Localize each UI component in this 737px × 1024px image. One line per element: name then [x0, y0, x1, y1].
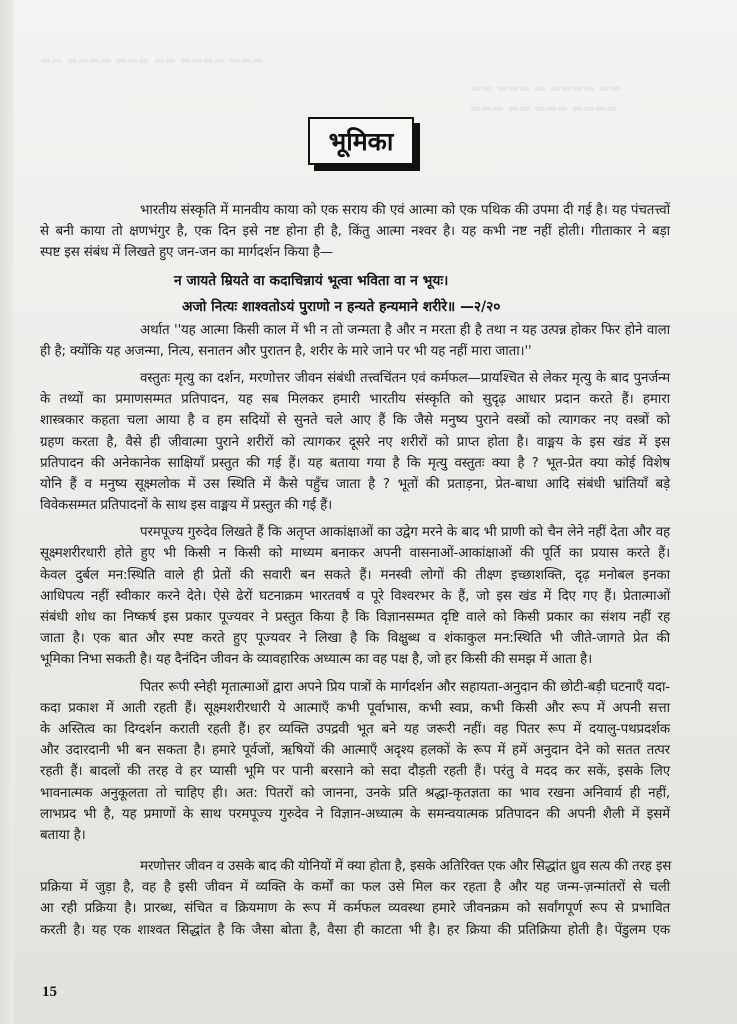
show-through-text: ▬▬▬ ▬▬ ▬▬▬ ▬▬▬▬ — [470, 101, 618, 115]
paragraph — [40, 200, 670, 264]
verse-block — [84, 268, 670, 320]
text-line: मरणोत्तर जीवन व उसके बाद की योनियों में क्या होता है, इसके अतिरिक्त एक और सिद्धांत ध्रुव सत्य की तरह इस — [140, 859, 672, 875]
page-binding-edge — [0, 0, 14, 1024]
text-line: ही है; क्योंकि यह अजन्मा, नित्य, सनातन और पुरातन है, शरीर के मारे जाने पर भी यह नहीं मारा जाता।'' — [40, 343, 532, 359]
text-line: परमपूज्य गुरुदेव लिखते हैं कि अतृप्त आकांक्षाओं का उद्वेग मरने के बाद भी प्राणी को चैन लेने नहीं देता और वह — [140, 525, 670, 541]
text-line: लाभप्रद भी है, यह प्रमाणों के साथ परमपूज्य गुरुदेव ने विज्ञान-अध्यात्म के समन्वयात्मक प्रतिपादन की अपनी शैली में इसमें — [40, 806, 670, 822]
heading-frame — [308, 117, 414, 165]
text-line: वस्तुतः मृत्यु का दर्शन, मरणोत्तर जीवन संबंधी तत्त्वचिंतन एवं कर्मफल—प्रायश्चित से लेकर मृत्यु के बाद पुनर्जन्म — [140, 370, 670, 386]
text-line: करती है। यह एक शाश्वत सिद्धांत है कि जैसा बोता है, वैसा ही काटता भी है। हर क्रिया की प्रतिक्रिया होती है। पेंडुलम एक — [40, 922, 670, 938]
text-line: आ रही प्रक्रिया है। प्रारब्ध, संचित व क्रियमाण के रूप में कर्मफल व्यवस्था हमारे जीवनक्रम को सर्वांगपूर्ण रूप से प्रभावित — [40, 901, 670, 917]
text-line: शास्त्रकार कहता चला आया है व हम सदियों से सुनते चले आए हैं कि जैसे मनुष्य पुराने वस्त्रों को त्यागकर नए वस्त्रों को — [40, 413, 670, 429]
text-line: योनि हैं व मनुष्य सूक्ष्मलोक में उस स्थिति में कैसे पहुँच जाता है ? भूतों की प्रताड़ना, प्रेत-बाधा आदि संबंधी भ्रांतियाँ बड़े — [40, 476, 670, 492]
body-text — [40, 200, 672, 941]
text-line: भूमिका निभा सकती है। यह दैनंदिन जीवन के व्यावहारिक अध्यात्म का वह पक्ष है, जो हर किसी की समझ में आता है। — [40, 652, 593, 668]
text-line: जाता है। एक बात और स्पष्ट करते हुए पूज्यवर ने लिखा है कि विक्षुब्ध व शंकाकुल मन:स्थिति भी जीते-जागते प्रेत की — [40, 631, 670, 647]
text-line: भावनात्मक अनुकूलता तो चाहिए ही। अत: पितरों को जानना, उनके प्रति श्रद्धा-कृतज्ञता का भाव रखना अनिवार्य ही नहीं, — [40, 785, 670, 801]
text-line: ग्रहण करता है, वैसे ही जीवात्मा पुराने शरीरों को त्यागकर दूसरे नए शरीरों को प्राप्त होता है। वाङ्मय के इस खंड में इस — [40, 434, 670, 450]
paragraph — [40, 320, 670, 362]
text-line: आधिपत्य नहीं स्वीकार करने देते। ऐसे ढेरों घटनाक्रम भारतवर्ष व पूरे विश्वरभर के हैं, जो इस खंड में दिए गए हैं। प्रेतात्माओं — [40, 588, 670, 604]
paragraph — [40, 522, 670, 670]
text-line: कदा प्रकाश में आती रहती हैं। सूक्ष्मशरीरधारी ये आत्माएँ कभी पूर्वाभास, कभी स्वप्न, कभी किसी और रूप में अपनी सत्ता — [40, 700, 670, 716]
verse-line: अजो नित्यः शाश्वतोऽयं पुराणो न हन्यते हन्यमाने शरीरे॥ —२/२० — [182, 298, 501, 315]
text-line: संबंधी शोध का निष्कर्ष इस प्रकार पूज्यवर ने प्रस्तुत किया है कि विज्ञानसम्मत दृष्टि वाले को किसी प्रकार का संशय नहीं रह — [40, 610, 670, 625]
show-through-text: ▬▬ ▬▬▬▬ ▬▬▬ ▬▬ ▬▬▬▬ ▬▬▬ — [40, 53, 264, 67]
text-line: प्रतिपादन की अनेकानेक साक्षियाँ प्रस्तुत की गई हैं। यह बताया गया है कि मृत्यु वस्तुतः क्या है ? भूत-प्रेत क्या कोई विशेष — [40, 455, 670, 471]
text-line: और उदारदानी भी बन सकता है। हमारे पूर्वजों, ऋषियों की आत्माएँ अदृश्य हलकों के रूप में हमें अनुदान देने को सतत तत्पर — [40, 743, 670, 759]
text-line: अर्थात ''यह आत्मा किसी काल में भी न तो जन्मता है और न मरता ही है तथा न यह उत्पन्न होकर फिर होने वाला — [140, 322, 670, 338]
paragraph — [40, 856, 672, 941]
paragraph — [40, 368, 670, 516]
show-through-text: ▬▬ ▬▬▬ ▬ ▬▬▬▬ ▬▬ — [470, 81, 622, 95]
text-line: केवल दुर्बल मन:स्थिति वाले ही प्रेतों की सवारी बन सकते हैं। मनस्वी लोगों की तीक्ष्ण इच्छाशक्ति, दृढ़ मनोबल इनका — [40, 567, 670, 583]
text-line: भारतीय संस्कृति में मानवीय काया को एक सराय की एवं आत्मा को एक पथिक की उपमा दी गई है। यह पंचतत्त्वों — [140, 203, 670, 218]
paragraph — [40, 677, 670, 847]
verse-line: न जायते म्रियते वा कदाचिन्नायं भूत्वा भविता वा न भूयः। — [174, 272, 449, 289]
text-line: बताया है। — [40, 827, 86, 843]
text-line: सूक्ष्मशरीरधारी होते हुए भी किसी न किसी को माध्यम बनाकर अपनी वासनाओं-आकांक्षाओं की पूर्ति का प्रयास करते हैं। — [40, 546, 670, 562]
page-title: भूमिका — [328, 126, 394, 156]
text-line: विवेकसम्मत प्रतिपादनों के साथ इस वाङ्मय में प्रस्तुत की गई हैं। — [40, 498, 333, 514]
text-line: स्पष्ट इस संबंध में लिखते हुए जन-जन का मार्गदर्शन किया है— — [40, 245, 334, 261]
text-line: के अस्तित्व का दिग्दर्शन कराती रहती हैं। हर व्यक्ति उपद्रवी भूत बने यह जरूरी नहीं। वह पितर रूप में दयालु-पथप्रदर्शक — [40, 721, 670, 737]
text-line: पितर रूपी स्नेही मृतात्माओं द्वारा अपने प्रिय पात्रों के मार्गदर्शन और सहायता-अनुदान की छोटी-बड़ी घटनाएँ यदा- — [140, 679, 670, 695]
text-line: प्रक्रिया में जुड़ा है, वह है इसी जीवन में व्यक्ति के कर्मों का फल उसे मिल कर रहता है और यह जन्म-ज़न्मांतरों से चली — [40, 880, 670, 896]
heading-box — [308, 117, 418, 169]
page-number: 15 — [42, 984, 57, 1000]
text-line: के तथ्यों का प्रमाणसम्मत प्रतिपादन, यह सब मिलकर हमारी भारतीय संस्कृति को सुदृढ़ आधार प्रदान करते हैं। हमारा — [40, 392, 670, 408]
text-line: रहती हैं। बादलों की तरह वे हर प्यासी भूमि पर पानी बरसाने को सदा दौड़ती रहती हैं। परंतु वे मदद कर सकें, इसके लिए — [40, 764, 670, 780]
text-line: से बनी काया तो क्षणभंगुर है, एक दिन इसे नष्ट होना ही है, किंतु आत्मा नश्वर है। यह कभी नष्ट नहीं होती। गीताकार ने बड़ा — [40, 224, 670, 240]
